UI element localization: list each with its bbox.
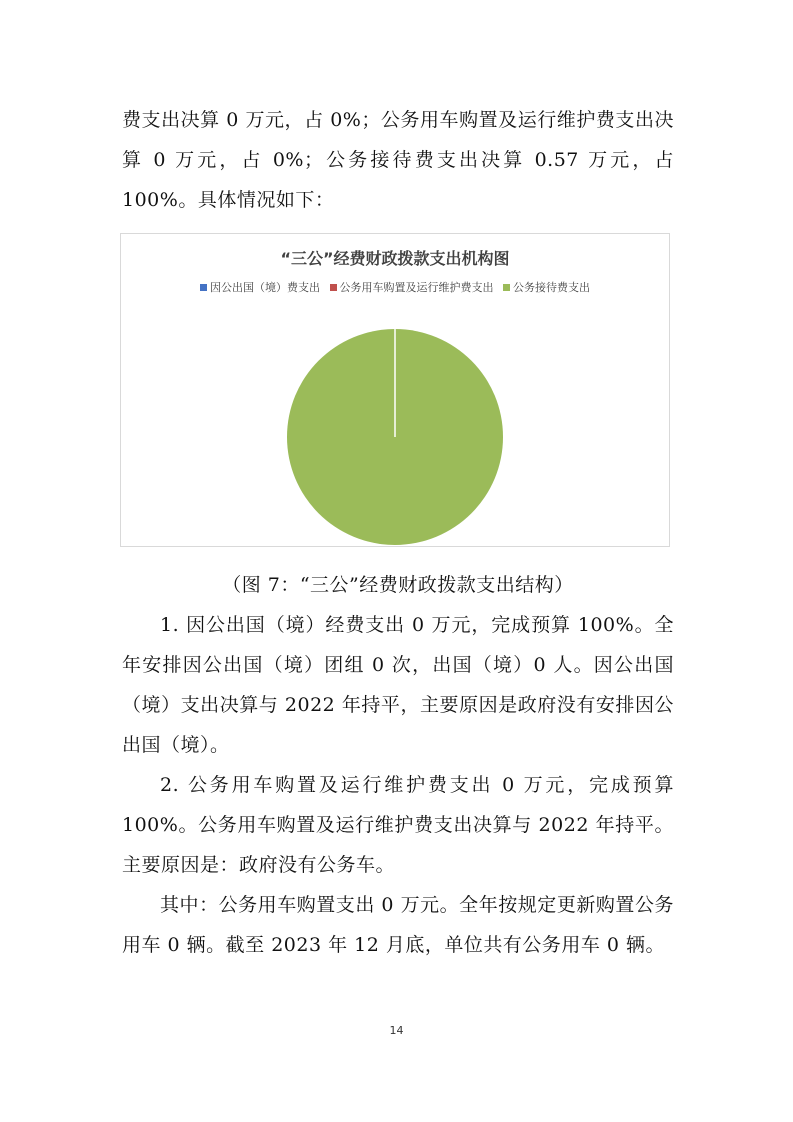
figure-caption: （图 7：“三公”经费财政拨款支出结构） (222, 574, 574, 596)
legend-label-overseas: 因公出国（境）费支出 (210, 281, 320, 294)
pie-chart (120, 233, 670, 547)
intro-paragraph: 费支出决算 0 万元，占 0%；公务用车购置及运行维护费支出决算 0 万元，占 0%；公务接待费支出决算 0.57 万元，占 100%。具体情况如下： (122, 109, 674, 211)
pie-svg (121, 234, 669, 546)
chart-title: “三公”经费财政拨款支出机构图 (280, 249, 510, 268)
page-number: 14 (389, 1024, 404, 1037)
paragraph-vehicle: 2. 公务用车购置及运行维护费支出 0 万元，完成预算 100%。公务用车购置及运行维护费支出决算与 2022 年持平。主要原因是：政府没有公务车。 (122, 774, 674, 876)
paragraph-overseas: 1. 因公出国（境）经费支出 0 万元，完成预算 100%。全年安排因公出国（境）团组 0 次，出国（境）0 人。因公出国（境）支出决算与 2022 年持平，主要原因是政府没有安排因公出国（境）。 (122, 614, 674, 756)
paragraph-vehicle-detail: 其中：公务用车购置支出 0 万元。全年按规定更新购置公务用车 0 辆。截至 2023 年 12 月底，单位共有公务用车 0 辆。 (122, 894, 674, 956)
legend-label-vehicle: 公务用车购置及运行维护费支出 (339, 281, 494, 294)
legend-label-reception: 公务接待费支出 (513, 281, 590, 294)
